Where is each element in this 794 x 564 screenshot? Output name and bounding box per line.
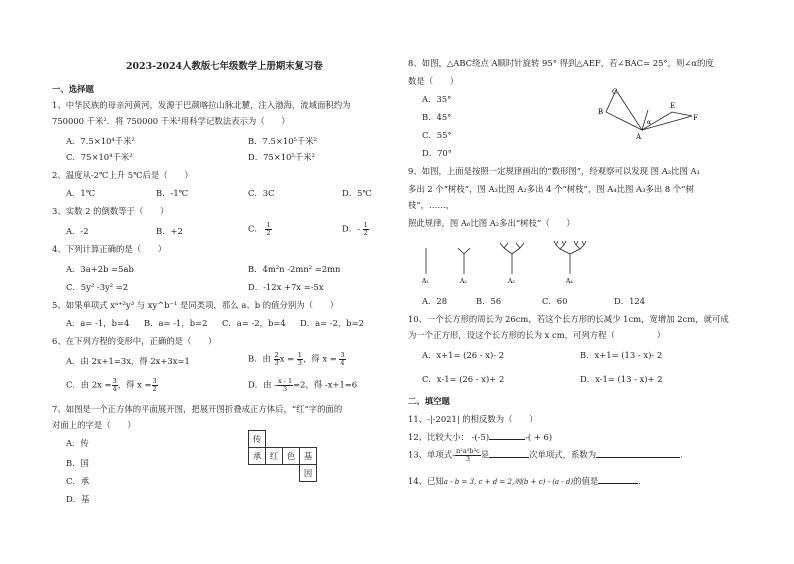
q3-stem: 3、实数 2 的倒数等于（ ）	[52, 206, 169, 216]
q5-option-a: A．a= -1，b=4	[66, 318, 130, 328]
tree-label-a3: A₃	[508, 278, 515, 285]
net-cell-2: 红	[265, 447, 283, 465]
q6-stem: 6、在下列方程的变形中，正确的是（ ）	[52, 336, 217, 346]
q5-option-c: C．a= -2，b=4	[222, 318, 286, 328]
q3-option-c-label: C．	[248, 223, 263, 234]
tree-a2	[458, 248, 470, 274]
q3-option-d	[342, 222, 369, 236]
q13-stem: 13、单项式- $\frac{\text{π²a²b³c}}{3}$ 是 次单项式，系数为 .	[408, 447, 683, 463]
net-cell-1: 承	[248, 447, 266, 465]
q8-option-b: B．45°	[422, 112, 452, 122]
q8-option-d: D．70°	[422, 148, 452, 158]
q9-option-d: D．124	[614, 296, 646, 306]
q6-option-a: A．由 2x+1=3x，得 2x+3x=1	[66, 356, 190, 366]
q12-blank[interactable]	[489, 439, 525, 440]
triangle-abc	[606, 90, 642, 130]
q3-option-c	[248, 222, 272, 236]
q1-option-b: B．7.5×10⁵千米²	[248, 136, 317, 146]
q9-stem-line4: 照此规律，图 A₆比图 A₂多出“树枝”（ ）	[408, 218, 575, 228]
q5-stem: 5、如果单项式 xᵃ⁺²y³ 与 xy^b⁻¹ 是同类项，那么 a、b 的值分别为（ ）	[52, 300, 339, 310]
q1-option-d: D．75×10⁵千米²	[248, 152, 315, 162]
q9-option-c: C．60	[542, 296, 568, 306]
tree-label-a4: A₄	[566, 278, 573, 285]
q10-stem-line2: 为一个正方形，设这个长方形的长为 x cm，可列方程（ ）	[408, 330, 666, 340]
q5-option-b: B．a= -1，b=2	[144, 318, 208, 328]
q9-option-b: B．56	[476, 296, 502, 306]
q4-option-b: B．4m²n -2mn² =2mn	[248, 264, 341, 274]
net-cell-top: 传	[248, 430, 266, 448]
label-b: B	[598, 108, 604, 116]
label-e: E	[670, 102, 676, 110]
page-title: 2023-2024人教版七年级数学上册期末复习卷	[126, 61, 323, 72]
q10-option-a: A．x+1= (26 - x)- 2	[422, 350, 505, 360]
q4-option-a: A．3a+2b =5ab	[66, 264, 134, 274]
q7-option-a: A．传	[66, 438, 89, 448]
q3-option-d-label: D．-	[342, 223, 360, 234]
label-alpha: α	[647, 119, 652, 126]
label-a: A	[636, 133, 642, 141]
q7-option-b: B．国	[66, 458, 89, 468]
net-cell-4: 基	[299, 447, 317, 465]
q3-option-a: A．-2	[66, 226, 89, 236]
q10-option-b: B．x+1= (13 - x)- 2	[580, 350, 663, 360]
q13-blank-coefficient[interactable]	[596, 457, 680, 458]
tree-label-a2: A₂	[460, 278, 467, 285]
q9-stem-line2: 多出 2 个“树枝”，图 A₃比图 A₂多出 4 个“树枝”，图 A₄比图 A₃多出 8 个“树	[408, 184, 694, 194]
q7-stem-line2: 对面上的字是（ ）	[52, 420, 136, 430]
q10-stem-line1: 10、一个长方形的周长为 26cm，若这个长方形的长减少 1cm，宽增加 2cm，就可成	[408, 314, 729, 324]
q8-stem-line1: 8、如图，△ABC绕点 A顺时针旋转 95° 得到△AEF，若∠BAC= 25°，则∠α的度	[408, 58, 714, 68]
q2-option-b: B．-1℃	[156, 188, 189, 198]
q7-stem-line1: 7、如图是一个正方体的平面展开图，把展开图折叠成正方体后，“红”字的面的	[52, 404, 343, 414]
section-choice-heading: 一、选择题	[52, 84, 94, 94]
q8-option-a: A．35°	[422, 94, 452, 104]
q6-option-d: D．由 - $\frac{x - 1}{3}$ =2，得 -x+1=6	[248, 377, 358, 393]
q1-option-a: A．7.5×10⁴千米²	[66, 136, 135, 146]
q13-blank-degree[interactable]	[489, 457, 529, 458]
net-cell-3: 色	[282, 447, 300, 465]
q7-option-c: C．承	[66, 476, 90, 486]
q14-stem: 14、已知a - b = 3, c + d = 2,则(b + c) - (a - d)的值是 .	[408, 476, 641, 486]
q4-option-c: C．5y² -3y² =2	[66, 282, 129, 292]
label-f: F	[693, 114, 698, 122]
q6-option-b: B．由 $\frac{2}{3}$ x = $\frac{1}{3}$ ，得 x = $\frac{3}{4}$	[248, 351, 345, 367]
q11-stem: 11、-|-2021| 的相反数为（ ）	[408, 414, 538, 424]
q2-option-c: C．3C	[248, 188, 275, 198]
q4-option-d: D．-12x +7x =-5x	[248, 282, 324, 292]
q8-stem-line2: 数是（ ）	[408, 76, 459, 86]
section-fill-heading: 二、填空题	[408, 396, 450, 406]
q3-option-d-fraction: $\frac{1}{2}$	[363, 221, 368, 237]
q2-option-d: D．5℃	[342, 188, 372, 198]
q9-stem-line3: 枝”，……，	[408, 200, 455, 210]
q14-blank[interactable]	[598, 483, 638, 484]
q5-option-d: D．a= -2，b=2	[300, 318, 365, 328]
q6-option-c: C．由 2x = $\frac{3}{4}$ ，得 x = $\frac{3}{2}$	[66, 377, 157, 393]
q9-option-a: A．28	[422, 296, 448, 306]
q4-stem: 4、下列计算正确的是（ ）	[52, 244, 167, 254]
q8-option-c: C．55°	[422, 130, 452, 140]
q10-option-c: C．x-1= (26 - x)+ 2	[422, 374, 505, 384]
label-c: C	[612, 88, 618, 96]
q9-stem-line1: 9、如图，上面是按照一定规律画出的“数形图”，经观察可以发现 图 A₂比图 A₁	[408, 166, 700, 176]
tree-label-a1: A₁	[422, 278, 429, 285]
tree-a4	[554, 241, 586, 274]
rotation-figure	[592, 86, 702, 148]
q1-stem-line1: 1、中华民族的母亲河黄河，发源于巴颜喀拉山脉北麓，注入渤海，流域面积约为	[52, 100, 351, 110]
q3-option-c-fraction: $\frac{1}{2}$	[266, 221, 271, 237]
q3-option-b: B．+2	[156, 226, 183, 236]
net-cell-bottom: 因	[299, 464, 317, 482]
q2-option-a: A．1℃	[66, 188, 96, 198]
q2-stem: 2、温度从-2℃上升 5℃后是（ ）	[52, 170, 193, 180]
tree-a3	[500, 243, 524, 274]
q1-option-c: C．75×10⁴千米²	[66, 152, 133, 162]
tree-figures	[420, 240, 600, 286]
q12-stem: 12、比较大小： -(-5) -( + 6)	[408, 432, 553, 442]
q7-option-d: D．基	[66, 494, 90, 504]
q1-stem-line2: 750000 千米²．将 750000 千米²用科学记数法表示为（ ）	[52, 116, 290, 126]
q10-option-d: D．x-1= (13 - x)+ 2	[580, 374, 663, 384]
